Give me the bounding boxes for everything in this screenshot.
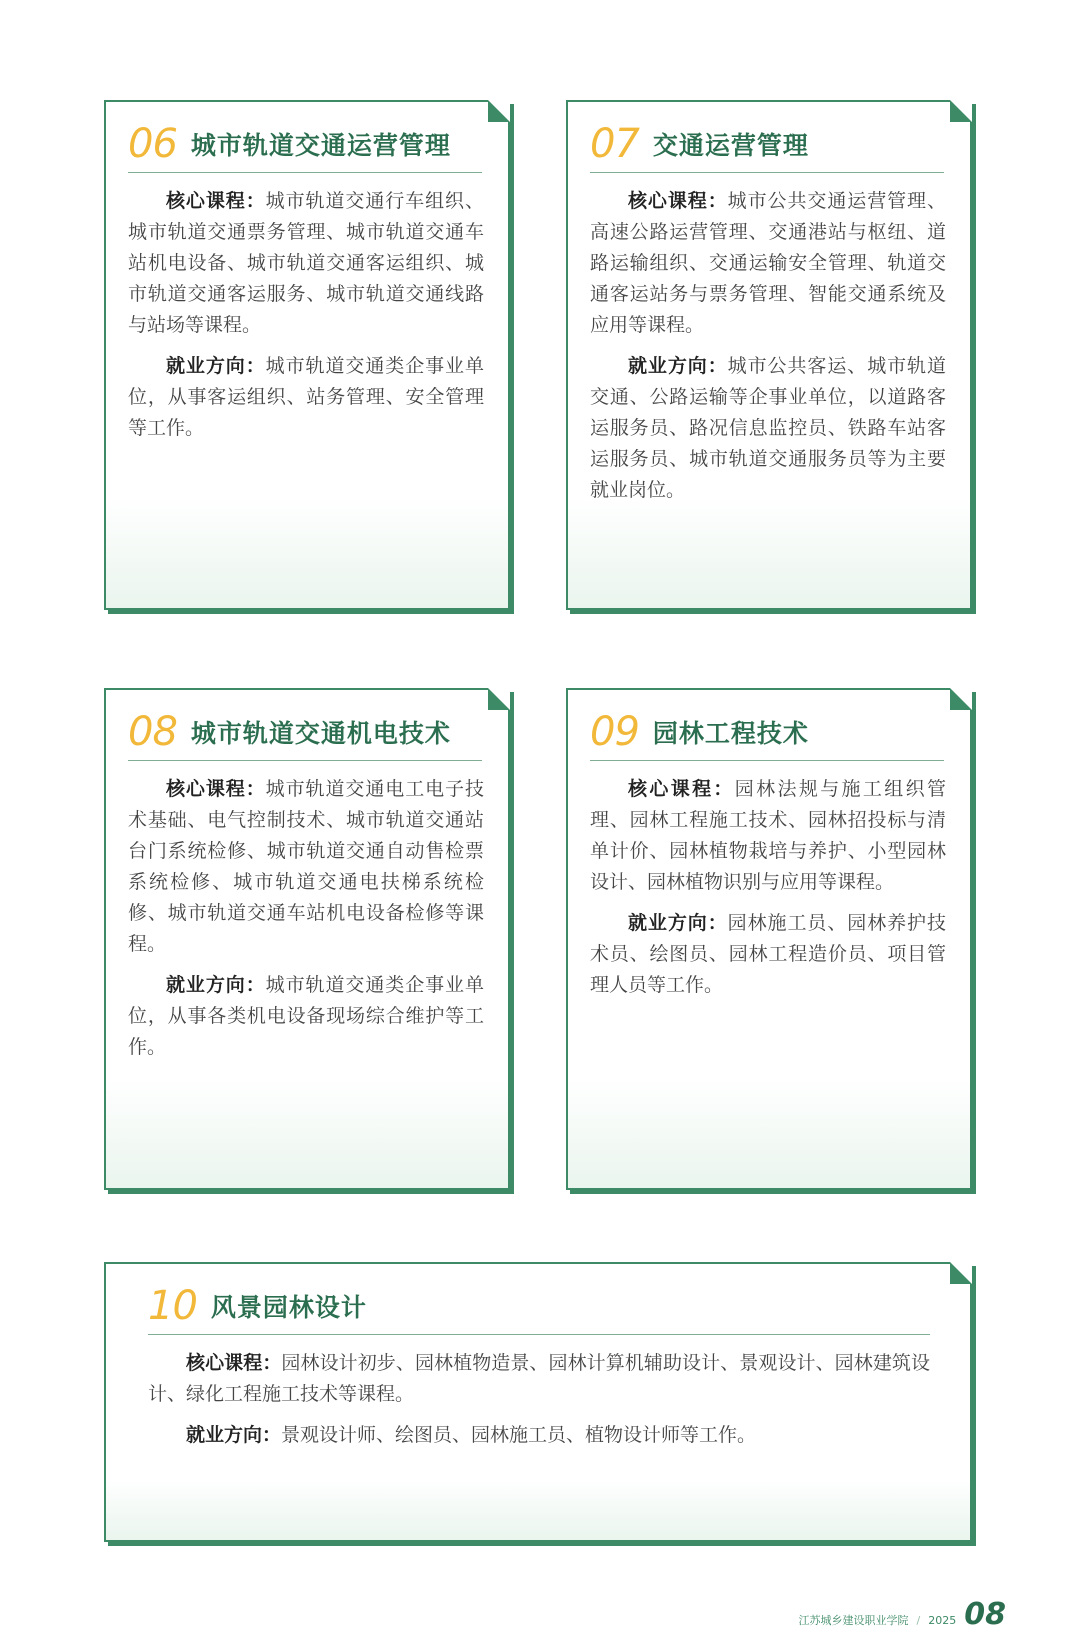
- page-footer: [799, 1597, 1006, 1632]
- card-body: [590, 774, 946, 1011]
- folded-corner-icon: [488, 688, 510, 710]
- card-header: [128, 704, 482, 761]
- employment-label: 就业方向：: [166, 355, 266, 377]
- core-courses: [590, 774, 946, 898]
- card-title: 园林工程技术: [652, 719, 809, 748]
- core-courses-text: 园林法规与施工组织管理、园林工程施工技术、园林招投标与清单计价、园林植物栽培与养护、小型园林设计、园林植物识别与应用等课程。: [590, 778, 946, 893]
- core-courses-text: 城市轨道交通电工电子技术基础、电气控制技术、城市轨道交通站台门系统检修、城市轨道交通自动售检票系统检修、城市轨道交通电扶梯系统检修、城市轨道交通车站机电设备检修等课程。: [128, 778, 484, 955]
- card-header: [148, 1278, 930, 1335]
- card-title: 城市轨道交通机电技术: [190, 719, 451, 748]
- core-courses-text: 城市轨道交通行车组织、城市轨道交通票务管理、城市轨道交通车站机电设备、城市轨道交通客运组织、城市轨道交通客运服务、城市轨道交通线路与站场等课程。: [128, 190, 484, 336]
- employment-text: 城市轨道交通类企事业单位，从事客运组织、站务管理、安全管理等工作。: [128, 355, 484, 439]
- employment: [128, 970, 484, 1063]
- card-body: [128, 186, 484, 454]
- card-title: 交通运营管理: [652, 131, 809, 160]
- employment: [148, 1420, 930, 1451]
- folded-corner-icon: [950, 1262, 972, 1284]
- employment-text: 景观设计师、绘图员、园林施工员、植物设计师等工作。: [281, 1424, 757, 1446]
- core-courses-label: 核心课程：: [166, 778, 266, 800]
- major-card-09: [566, 688, 972, 1190]
- card-body: [148, 1348, 930, 1461]
- folded-corner-icon: [950, 688, 972, 710]
- page-number: 08: [964, 1597, 1006, 1632]
- card-header: [128, 116, 482, 173]
- core-courses-label: 核心课程：: [628, 778, 735, 800]
- card-title: 风景园林设计: [210, 1293, 367, 1322]
- employment: [590, 908, 946, 1001]
- major-card-08: [104, 688, 510, 1190]
- card-body: [590, 186, 946, 516]
- major-card-10: [104, 1262, 972, 1542]
- card-header: [590, 116, 944, 173]
- employment-label: 就业方向：: [186, 1424, 282, 1446]
- card-number: 06: [128, 121, 177, 167]
- employment-text: 园林施工员、园林养护技术员、绘图员、园林工程造价员、项目管理人员等工作。: [590, 912, 946, 996]
- core-courses: [590, 186, 946, 341]
- card-number: 08: [128, 709, 177, 755]
- folded-corner-icon: [488, 100, 510, 122]
- major-card-07: [566, 100, 972, 610]
- card-number: 09: [590, 709, 639, 755]
- footer-separator: /: [916, 1614, 921, 1627]
- core-courses: [148, 1348, 930, 1410]
- card-title: 城市轨道交通运营管理: [190, 131, 451, 160]
- folded-corner-icon: [950, 100, 972, 122]
- employment-label: 就业方向：: [166, 974, 266, 996]
- card-body: [128, 774, 484, 1073]
- employment: [128, 351, 484, 444]
- employment-text: 城市轨道交通类企事业单位，从事各类机电设备现场综合维护等工作。: [128, 974, 484, 1058]
- card-header: [590, 704, 944, 761]
- core-courses-text: 园林设计初步、园林植物造景、园林计算机辅助设计、景观设计、园林建筑设计、绿化工程施工技术等课程。: [148, 1352, 930, 1405]
- core-courses-text: 城市公共交通运营管理、高速公路运营管理、交通港站与枢纽、道路运输组织、交通运输安全管理、轨道交通客运站务与票务管理、智能交通系统及应用等课程。: [590, 190, 946, 336]
- card-number: 10: [148, 1283, 197, 1329]
- core-courses-label: 核心课程：: [166, 190, 266, 212]
- footer-year: 2025: [928, 1614, 957, 1627]
- core-courses-label: 核心课程：: [186, 1352, 282, 1374]
- employment: [590, 351, 946, 506]
- employment-label: 就业方向：: [628, 355, 728, 377]
- core-courses: [128, 774, 484, 960]
- employment-text: 城市公共客运、城市轨道交通、公路运输等企事业单位，以道路客运服务员、路况信息监控员、铁路车站客运服务员、城市轨道交通服务员等为主要就业岗位。: [590, 355, 946, 501]
- major-card-06: [104, 100, 510, 610]
- core-courses-label: 核心课程：: [628, 190, 728, 212]
- core-courses: [128, 186, 484, 341]
- employment-label: 就业方向：: [628, 912, 728, 934]
- card-number: 07: [590, 121, 639, 167]
- school-name: 江苏城乡建设职业学院: [798, 1614, 909, 1627]
